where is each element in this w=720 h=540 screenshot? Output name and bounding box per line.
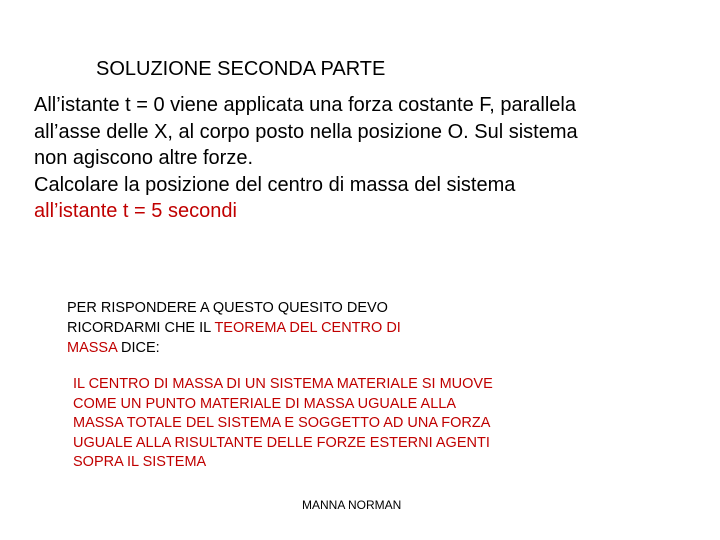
problem-line-1: All’istante t = 0 viene applicata una forza costante F, parallela xyxy=(34,94,576,116)
theorem-intro-line-3 xyxy=(67,338,527,358)
question-line: Calcolare la posizione del centro di massa del sistema xyxy=(34,173,516,196)
problem-line-2: all’asse delle X, al corpo posto nella posizione O. Sul sistema xyxy=(34,120,578,143)
theorem-intro-ending: DICE: xyxy=(116,340,160,356)
slide-title: SOLUZIONE SECONDA PARTE xyxy=(96,58,386,80)
theorem-intro-text: RICORDARMI CHE IL xyxy=(67,320,215,336)
problem-line-3: non agiscono altre forze. xyxy=(34,147,254,169)
author-name: MANNA NORMAN xyxy=(302,498,402,512)
theorem-statement-line-3: MASSA TOTALE DEL SISTEMA E SOGGETTO AD UNA FORZA xyxy=(73,415,491,431)
theorem-statement xyxy=(73,375,633,473)
theorem-intro-line-2 xyxy=(67,318,527,338)
theorem-statement-line-1: IL CENTRO DI MASSA DI UN SISTEMA MATERIALE SI MUOVE xyxy=(73,376,493,392)
theorem-intro-line-1: PER RISPONDERE A QUESTO QUESITO DEVO xyxy=(67,300,388,316)
theorem-statement-line-4: UGUALE ALLA RISULTANTE DELLE FORZE ESTERNI AGENTI xyxy=(73,434,490,451)
theorem-name-part-1: TEOREMA DEL CENTRO DI xyxy=(214,320,401,336)
question-time: all’istante t = 5 secondi xyxy=(34,200,237,222)
theorem-statement-line-2: COME UN PUNTO MATERIALE DI MASSA UGUALE ALLA xyxy=(73,395,457,412)
problem-text xyxy=(34,92,710,225)
theorem-statement-line-5: SOPRA IL SISTEMA xyxy=(73,454,207,470)
theorem-name-part-2: MASSA xyxy=(67,340,117,356)
theorem-intro xyxy=(67,298,527,358)
